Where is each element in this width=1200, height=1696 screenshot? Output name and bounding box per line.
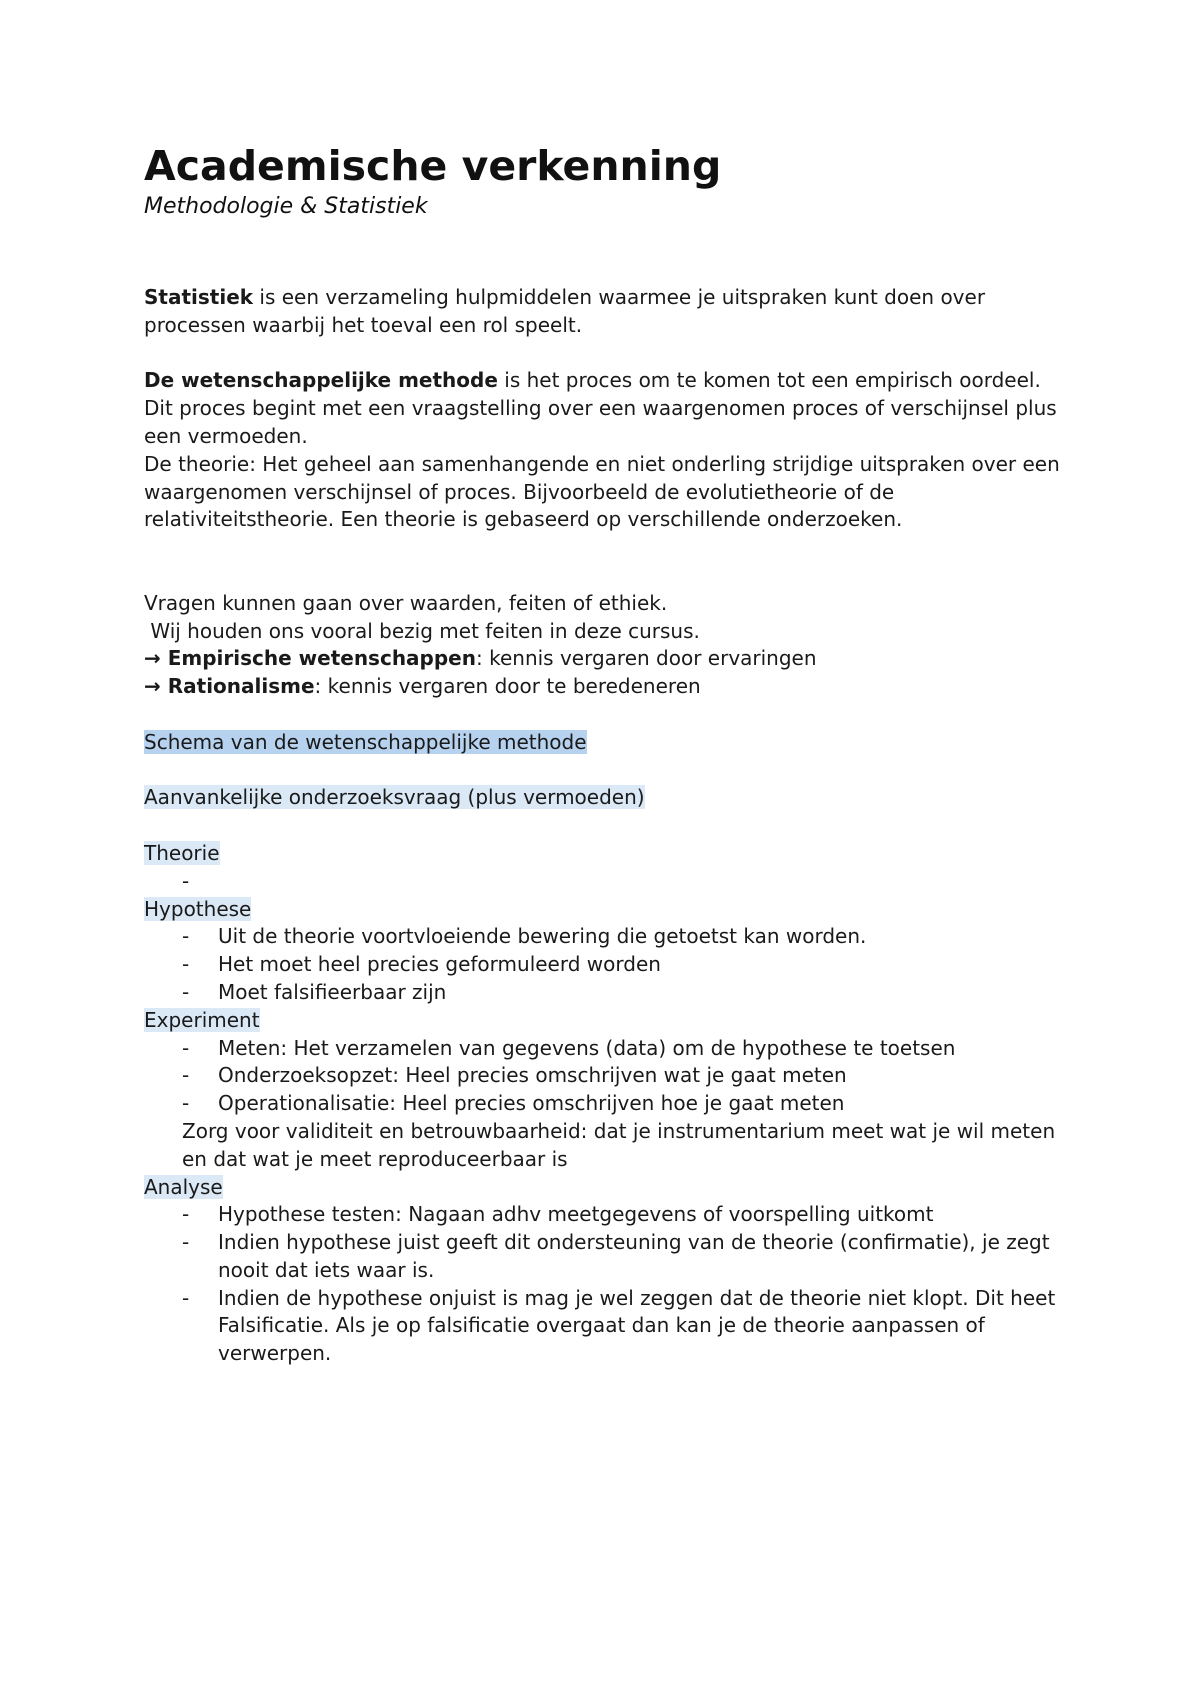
hypothese-list: [144, 923, 1084, 1006]
method-definition: is het proces om te komen tot een empirisch oordeel.: [497, 368, 1041, 393]
statistiek-paragraph: [144, 284, 1084, 340]
theorie-list: [144, 868, 1084, 896]
section-hypothese: [144, 896, 1084, 924]
section-analyse: [144, 1174, 1084, 1202]
dash-bullet: -: [182, 924, 190, 949]
dash-bullet: -: [182, 868, 190, 893]
dash-bullet: -: [182, 1035, 190, 1060]
document-page: [144, 140, 1084, 1368]
list-item: - Moet falsifieerbaar zijn: [182, 979, 1084, 1007]
empirical-term: Empirische wetenschappen: [167, 646, 476, 671]
dash-bullet: -: [182, 1063, 190, 1088]
spacer: [144, 222, 1084, 284]
empirical-definition: : kennis vergaren door ervaringen: [476, 646, 817, 671]
section-theorie: [144, 840, 1084, 868]
dash-bullet: -: [182, 1091, 190, 1116]
section-experiment: [144, 1007, 1084, 1035]
facts-line: Wij houden ons vooral bezig met feiten in deze cursus.: [144, 618, 700, 643]
spacer: [144, 812, 1084, 840]
list-item: - Operationalisatie: Heel precies omschrijven hoe je gaat meten: [182, 1090, 1084, 1118]
statistiek-definition: is een verzameling hulpmiddelen waarmee je uitspraken kunt doen over processen waarbij het toeval een rol speelt.: [144, 285, 986, 337]
research-question-text: Aanvankelijke onderzoeksvraag (plus vermoeden): [144, 785, 645, 810]
spacer: [144, 757, 1084, 785]
experiment-list: [144, 1035, 1084, 1118]
method-paragraph: [144, 367, 1084, 395]
list-item: - Het moet heel precies geformuleerd worden: [182, 951, 1084, 979]
rationalism-line: [144, 673, 1084, 701]
list-item: [182, 868, 1084, 896]
statistiek-term: Statistiek: [144, 285, 254, 309]
list-item: - Indien hypothese juist geeft dit ondersteuning van de theorie (confirmatie), je zegt nooit dat iets waar is.: [182, 1230, 1050, 1282]
dash-bullet: -: [182, 1202, 190, 1227]
section-hypothese-label: Hypothese: [144, 896, 252, 921]
questions-line: Vragen kunnen gaan over waarden, feiten of ethiek.: [144, 590, 668, 615]
list-item: - Uit de theorie voortvloeiende bewering die getoetst kan worden.: [182, 923, 1084, 951]
spacer: [144, 701, 1084, 729]
research-question: [144, 784, 1084, 812]
list-item: - Hypothese testen: Nagaan adhv meetgegevens of voorspelling uitkomt: [182, 1201, 1084, 1229]
document-subtitle: Methodologie & Statistiek: [144, 194, 428, 219]
method-term: De wetenschappelijke methode: [144, 368, 498, 393]
arrow-icon: →: [144, 674, 168, 699]
section-analyse-label: Analyse: [144, 1174, 223, 1199]
list-item: - Onderzoeksopzet: Heel precies omschrijven wat je gaat meten: [182, 1062, 1084, 1090]
list-item: - Meten: Het verzamelen van gegevens (data) om de hypothese te toetsen: [182, 1035, 1084, 1063]
theory-definition: De theorie: Het geheel aan samenhangende en niet onderling strijdige uitspraken over een waargenomen verschijnsel of proces. Bijvoorbeeld de evolutietheorie of de relativiteitstheorie. Een theorie is gebaseerd op verschillende onderzoeken.: [144, 451, 1060, 532]
document-title: Academische verkenning: [144, 142, 722, 190]
section-theorie-label: Theorie: [144, 840, 220, 865]
dash-bullet: -: [182, 952, 190, 977]
method-process-text: Dit proces begint met een vraagstelling over een waargenomen proces of verschijnsel plus een vermoeden.: [144, 396, 1057, 448]
list-item: - Indien de hypothese onjuist is mag je wel zeggen dat de theorie niet klopt. Dit heet Falsificatie. Als je op falsificatie overgaat dan kan je de theorie aanpassen of verwerpen.: [182, 1285, 1056, 1366]
dash-bullet: -: [182, 1230, 190, 1255]
schema-heading-text: Schema van de wetenschappelijke methode: [144, 729, 587, 754]
rationalism-definition: : kennis vergaren door te beredeneren: [314, 674, 701, 699]
section-experiment-label: Experiment: [144, 1007, 260, 1032]
dash-bullet: -: [182, 979, 190, 1004]
schema-heading: [144, 729, 1084, 757]
experiment-note: Zorg voor validiteit en betrouwbaarheid: dat je instrumentarium meet wat je wil meten en dat wat je meet reproduceerbaar is: [182, 1118, 1056, 1171]
spacer: [144, 534, 1084, 590]
empirical-line: [144, 645, 1084, 673]
analyse-list: [144, 1201, 1084, 1368]
dash-bullet: -: [182, 1285, 190, 1310]
rationalism-term: Rationalisme: [167, 674, 315, 699]
arrow-icon: →: [144, 646, 168, 671]
spacer: [144, 340, 1084, 368]
